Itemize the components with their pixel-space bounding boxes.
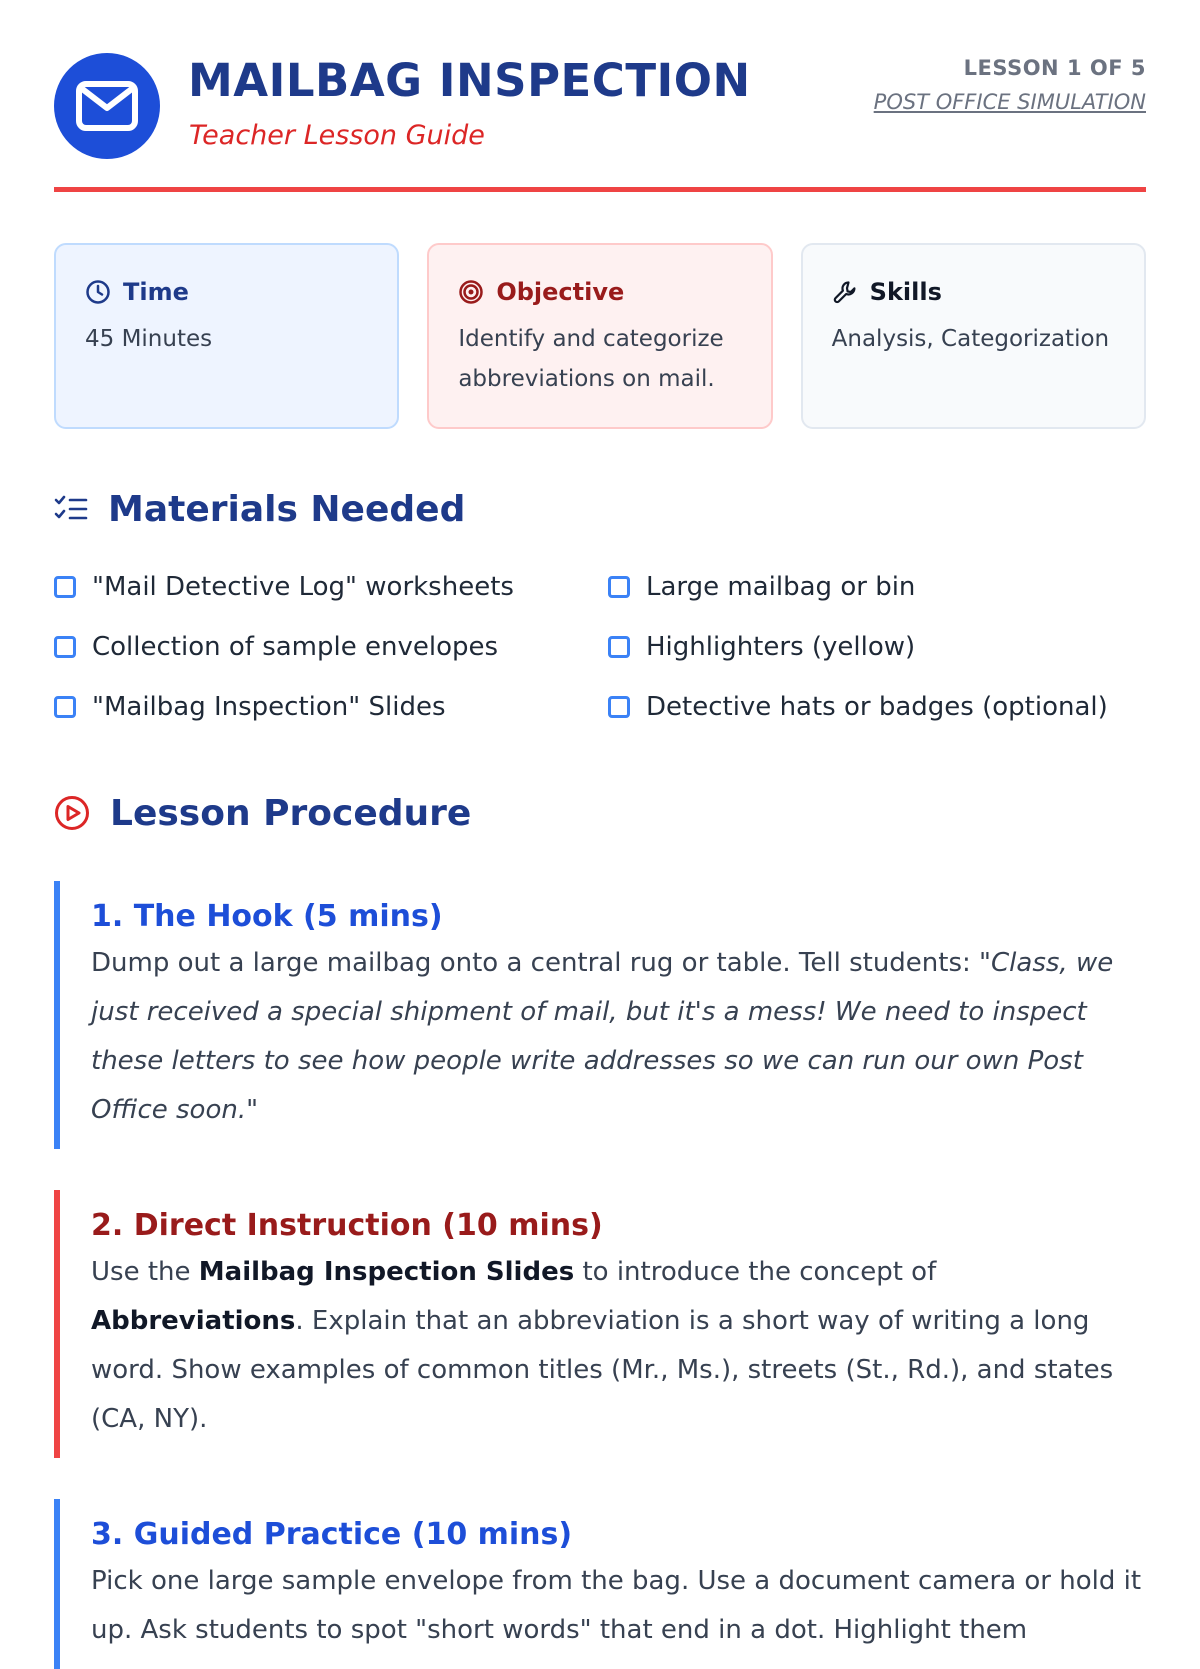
objective-card xyxy=(427,243,772,429)
step-body: Pick one large sample envelope from the bag. Use a document camera or hold it up. Ask students to spot "short words" that end in a dot. Highlight them xyxy=(91,1566,1142,1645)
series-link[interactable]: POST OFFICE SIMULATION xyxy=(873,90,1146,114)
materials-title: Materials Needed xyxy=(108,488,466,530)
page-title: MAILBAG INSPECTION xyxy=(188,54,751,107)
header xyxy=(54,0,1146,192)
materials-heading xyxy=(54,485,1146,533)
step-hook xyxy=(54,881,1146,1149)
step-title: 2. Direct Instruction (10 mins) xyxy=(91,1208,603,1243)
objective-value: Identify and categorize abbreviations on mail. xyxy=(458,326,724,392)
step-body: Dump out a large mailbag onto a central rug or table. Tell students: "Class, we just received a special shipment of mail, but it's a mess! We need to inspect these letters to see how people write addresses so we can run our own Post Office soon." xyxy=(91,948,1114,1125)
target-icon xyxy=(458,279,484,305)
skills-value: Analysis, Categorization xyxy=(831,326,1110,352)
checkbox[interactable] xyxy=(608,576,630,598)
material-item[interactable]: Detective hats or badges (optional) xyxy=(608,677,1146,737)
material-item[interactable]: Highlighters (yellow) xyxy=(608,617,1146,677)
time-label: Time xyxy=(123,278,189,306)
info-cards xyxy=(54,243,1146,429)
skills-label: Skills xyxy=(869,278,942,306)
material-item[interactable]: "Mail Detective Log" worksheets xyxy=(54,557,608,617)
material-item[interactable]: Large mailbag or bin xyxy=(608,557,1146,617)
step-body: Use the Mailbag Inspection Slides to introduce the concept of Abbreviations. Explain that an abbreviation is a short way of writing a long word. Show examples of common titles (Mr., Ms.), streets (St., Rd.), and states (CA, NY). xyxy=(91,1257,1114,1434)
envelope-icon xyxy=(54,53,160,159)
checkbox[interactable] xyxy=(54,636,76,658)
lesson-number: LESSON 1 OF 5 xyxy=(963,56,1146,80)
play-circle-icon xyxy=(54,795,90,831)
clock-icon xyxy=(85,279,111,305)
checklist-icon xyxy=(54,494,88,524)
skills-card xyxy=(801,243,1146,429)
material-item[interactable]: "Mailbag Inspection" Slides xyxy=(54,677,608,737)
checkbox[interactable] xyxy=(608,636,630,658)
procedure-title: Lesson Procedure xyxy=(110,792,472,834)
materials-list xyxy=(54,557,1146,737)
objective-label: Objective xyxy=(496,278,625,306)
step-title: 1. The Hook (5 mins) xyxy=(91,899,443,934)
step-direct-instruction xyxy=(54,1190,1146,1458)
checkbox[interactable] xyxy=(608,696,630,718)
time-value: 45 Minutes xyxy=(85,326,213,352)
material-item[interactable]: Collection of sample envelopes xyxy=(54,617,608,677)
time-card xyxy=(54,243,399,429)
checkbox[interactable] xyxy=(54,576,76,598)
step-guided-practice xyxy=(54,1499,1146,1669)
step-title: 3. Guided Practice (10 mins) xyxy=(91,1517,573,1552)
wrench-icon xyxy=(832,279,858,305)
checkbox[interactable] xyxy=(54,696,76,718)
procedure-steps xyxy=(54,881,1146,1669)
procedure-heading xyxy=(54,789,1146,837)
page-subtitle: Teacher Lesson Guide xyxy=(189,120,485,151)
